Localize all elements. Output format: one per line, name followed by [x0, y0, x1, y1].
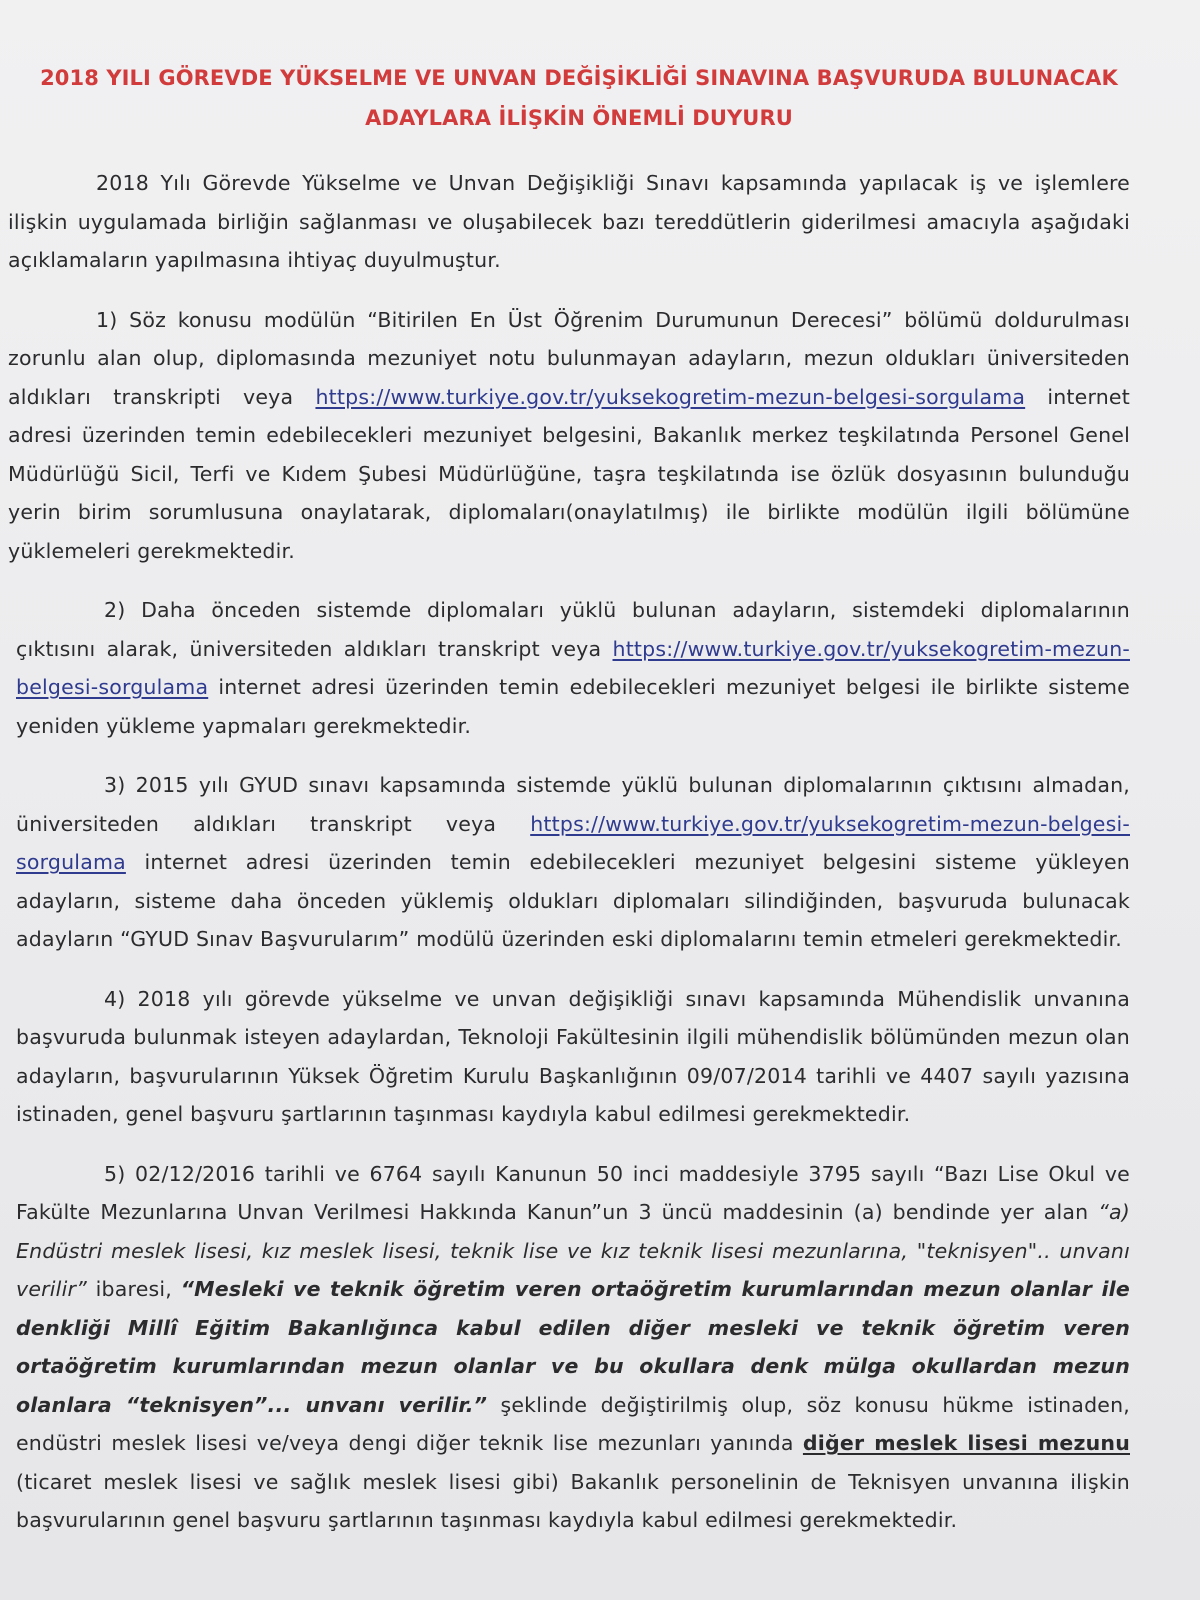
item-3-paragraph	[8, 766, 1130, 959]
item-5-paragraph	[8, 1155, 1130, 1540]
item-3-text-after: internet adresi üzerinden temin edebilecekleri mezuniyet belgesini sisteme yükleyen adayların, sisteme daha önceden yüklemiş oldukları diplomaları silindiğinden, başvuruda bulunacak adayların “GYUD Sınav Başvurularım” modülü üzerinden eski diplomalarını temin etmeleri gerekmektedir.	[16, 850, 1130, 951]
item-2-link[interactable]: https://www.turkiye.gov.tr/yuksekogretim-mezun-belgesi-sorgulama	[16, 636, 1130, 699]
item-5-text-4: (ticaret meslek lisesi ve sağlık meslek lisesi gibi) Bakanlık personelinin de Teknisyen unvanına ilişkin başvurularının genel başvuru şartlarının taşınması kaydıyla kabul edilmesi gerekmektedir.	[16, 1469, 1130, 1532]
item-5-text-1: 5) 02/12/2016 tarihli ve 6764 sayılı Kanunun 50 inci maddesiyle 3795 sayılı “Bazı Lise Okul ve Fakülte Mezunlarına Unvan Verilmesi Hakkında Kanun”un 3 üncü maddesinin (a) bendinde yer alan	[16, 1161, 1130, 1224]
item-2-text-after: internet adresi üzerinden temin edebilecekleri mezuniyet belgesi ile birlikte sisteme yeniden yükleme yapmaları gerekmektedir.	[16, 675, 1130, 738]
item-1-text-before: 1) Söz konusu modülün “Bitirilen En Üst Öğrenim Durumunun Derecesi” bölümü doldurulması zorunlu alan olup, diplomasında mezuniyet notu bulunmayan adayların, mezun oldukları üniversiteden aldıkları transkripti veya	[8, 307, 1130, 409]
item-3-link[interactable]: https://www.turkiye.gov.tr/yuksekogretim-mezun-belgesi-sorgulama	[16, 811, 1130, 874]
intro-paragraph: 2018 Yılı Görevde Yükselme ve Unvan Değişikliği Sınavı kapsamında yapılacak iş ve işlemlere ilişkin uygulamada birliğin sağlanması ve oluşabilecek bazı tereddütlerin giderilmesi amacıyla aşağıdaki açıklamaların yapılmasına ihtiyaç duyulmuştur.	[8, 171, 1130, 272]
item-2-paragraph	[8, 591, 1130, 745]
item-1-text-after: internet adresi üzerinden temin edebilecekleri mezuniyet belgesini, Bakanlık merkez teşkilatında Personel Genel Müdürlüğü Sicil, Terfi ve Kıdem Şubesi Müdürlüğüne, taşra teşkilatında ise özlük dosyasının bulunduğu yerin birim sorumlusuna onaylatarak, diplomaları(onaylatılmış) ile birlikte modülün ilgili bölümüne yüklemeleri gerekmektedir.	[8, 384, 1130, 563]
item-4-paragraph: 4) 2018 yılı görevde yükselme ve unvan değişikliği sınavı kapsamında Mühendislik unvanına başvuruda bulunmak isteyen adaylardan, Teknoloji Fakültesinin ilgili mühendislik bölümünden mezun olan adayların, başvurularının Yüksek Öğretim Kurulu Başkanlığının 09/07/2014 tarihli ve 4407 sayılı yazısına istinaden, genel başvuru şartlarının taşınması kaydıyla kabul edilmesi gerekmektedir.	[16, 986, 1130, 1126]
item-5-text-3: şeklinde değiştirilmiş olup, söz konusu hükme istinaden, endüstri meslek lisesi ve/veya dengi diğer teknik lise mezunları yanında	[16, 1392, 1131, 1455]
item-1-paragraph	[8, 301, 1130, 571]
item-5-emphasis: diğer meslek lisesi mezunu	[802, 1431, 1130, 1455]
item-5-text-2: ibaresi,	[86, 1277, 181, 1301]
item-2-text-before: 2) Daha önceden sistemde diplomaları yüklü bulunan adayların, sistemdeki diplomalarının çıktısını alarak, üniversiteden aldıkları transkript veya	[16, 598, 1130, 661]
announcement-title	[8, 58, 1130, 138]
title-line-2: ADAYLARA İLİŞKİN ÖNEMLİ DUYURU	[365, 106, 793, 130]
title-line-1: 2018 YILI GÖREVDE YÜKSELME VE UNVAN DEĞİŞİKLİĞİ SINAVINA BAŞVURUDA BULUNACAK	[40, 66, 1118, 90]
item-1-link[interactable]: https://www.turkiye.gov.tr/yuksekogretim-mezun-belgesi-sorgulama	[315, 384, 1026, 409]
item-5-old-law-quote: “a) Endüstri meslek lisesi, kız meslek lisesi, teknik lise ve kız teknik lisesi mezunlarına, "teknisyen".. unvanı verilir”	[16, 1200, 1130, 1301]
item-5-new-law-quote: “Mesleki ve teknik öğretim veren ortaöğretim kurumlarından mezun olanlar ile denkliği Millî Eğitim Bakanlığınca kabul edilen diğer mesleki ve teknik öğretim veren ortaöğretim kurumlarından mezun olanlar ve bu okullara denk mülga okullardan mezun olanlara “teknisyen”... unvanı verilir.”	[16, 1277, 1131, 1417]
item-3-text-before: 3) 2015 yılı GYUD sınavı kapsamında sistemde yüklü bulunan diplomalarının çıktısını almadan, üniversiteden aldıkları transkript veya	[16, 773, 1130, 836]
